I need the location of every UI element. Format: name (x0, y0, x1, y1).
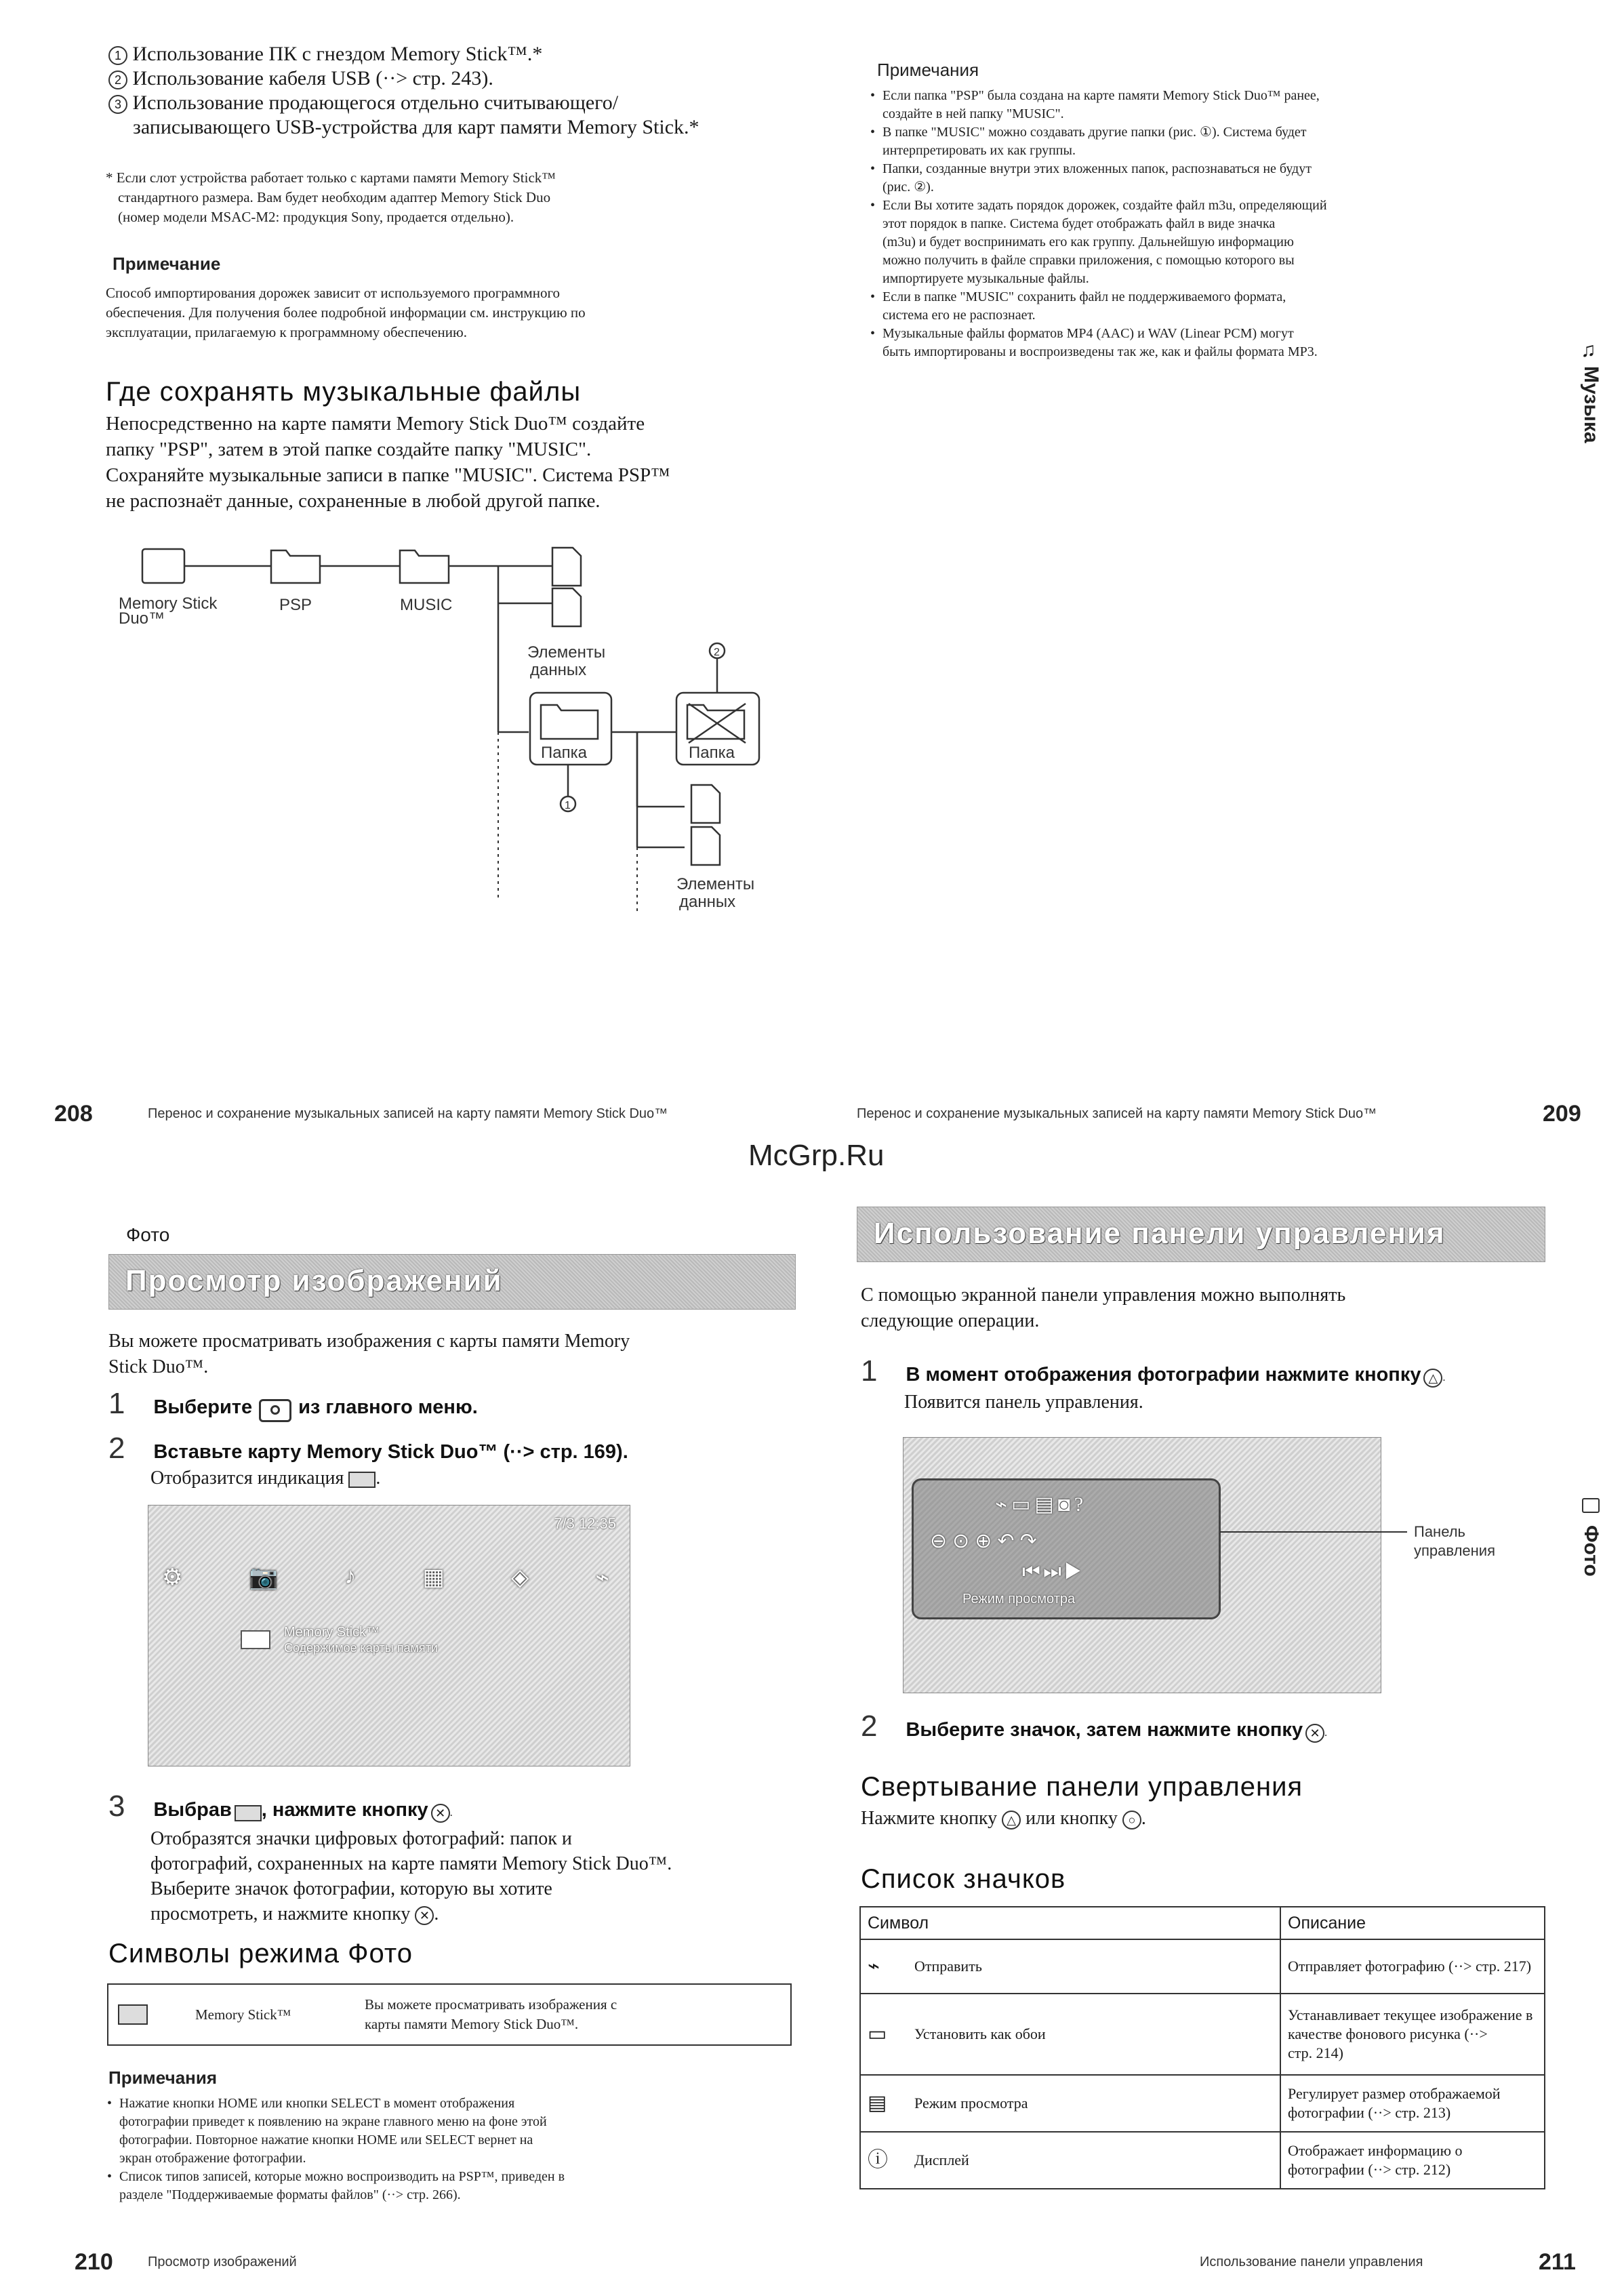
music-icon: ♪ (344, 1564, 357, 1589)
screen-ms-sub: Содержимое карты памяти (284, 1641, 438, 1655)
send-icon: ⌁ (995, 1493, 1012, 1516)
panel-icons-nav (1022, 1560, 1085, 1583)
page-208-note-title: Примечание (113, 254, 221, 274)
label-folder-1: Папка (541, 744, 587, 762)
camera-icon (259, 1399, 291, 1422)
camera-icon: 📷 (249, 1565, 279, 1590)
folder-icon (271, 550, 320, 583)
table-row: ⌁ Отправить Отправляет фотографию (··> стр. 217) (860, 1939, 1545, 1994)
footer-text-209: Перенос и сохранение музыкальных записей на карту памяти Memory Stick Duo™ (857, 1106, 1377, 1121)
page-210-notes-title: Примечания (108, 2067, 218, 2088)
banner-view-images: Просмотр изображений (108, 1254, 796, 1310)
list-item: • Список типов записей, которые можно воспроизводить на PSP™, приведен в разделе "Поддерживаемые форматы файлов" (··> стр. 266). (107, 2168, 798, 2204)
folder-structure-diagram (102, 536, 779, 929)
page-208-note-text: Способ импортирования дорожек зависит от используемого программного обеспечения. Для получения более подробной информации см. инструкцию по эксплуатации, прилагаемую к программному обеспечению. (106, 285, 586, 340)
icon-name: Установить как обои (908, 1994, 1280, 2075)
marker-1: 1 (565, 800, 571, 811)
label-memory-stick-duo: Duo™ (119, 609, 165, 628)
side-label-photo: Фото (1580, 1525, 1602, 1577)
icon-name: Дисплей (908, 2132, 1280, 2189)
label-folder-2: Папка (689, 744, 735, 762)
list-item: • Если в папке "MUSIC" сохранить файл не поддерживаемого формата, система его не распознает. (870, 288, 1548, 325)
display-icon: ◙ (1057, 1493, 1074, 1516)
network-icon: ⌁ (595, 1565, 609, 1590)
list-item: 1 Использование ПК с гнездом Memory Stick™.* (108, 42, 820, 66)
banner-control-panel: Использование панели управления (857, 1207, 1545, 1262)
page-211-intro: С помощью экранной панели управления можно выполнять следующие операции. (861, 1285, 1346, 1331)
list-item: • В папке "MUSIC" можно создавать другие папки (рис. ①). Система будет интерпретировать их как группы. (870, 123, 1548, 160)
memory-stick-icon (241, 1630, 270, 1649)
next-icon: ⏭ (1043, 1560, 1064, 1583)
icons-table (859, 1906, 1545, 2189)
step-2: 2 Вставьте карту Memory Stick Duo™ (··> стр. 169). Отобразится индикация . (108, 1432, 628, 1489)
zoom-out-icon: ⊖ (930, 1530, 953, 1552)
footer-text-210: Просмотр изображений (148, 2255, 297, 2269)
panel-icons-top (995, 1493, 1087, 1516)
wallpaper-icon: ▭ (860, 1994, 908, 2075)
triangle-button-icon: △ (1423, 1369, 1442, 1388)
page-209-notes-title: Примечания (877, 60, 979, 80)
triangle-button-icon: △ (1002, 1811, 1021, 1830)
settings-icon: ⚙ (162, 1565, 183, 1590)
file-icon (552, 588, 581, 626)
label-music: MUSIC (400, 596, 453, 614)
page-209-notes (870, 87, 1548, 361)
previous-icon: ⏮ (1022, 1560, 1043, 1583)
page-208-footnote: * Если слот устройства работает только с картами памяти Memory Stick™ стандартного размера. Вам будет необходим адаптер Memory Stick Duo (номер модели MSAC-M2: продукция Sony, продается отдельно). (106, 169, 556, 225)
footer-page-209: 209 (1543, 1101, 1581, 1127)
icon-name: Режим просмотра (908, 2075, 1280, 2132)
label-memory-stick: Memory Stick (119, 594, 218, 613)
col-description: Описание (1280, 1907, 1545, 1939)
marker-2: 2 (714, 647, 720, 658)
control-panel-overlay (912, 1478, 1221, 1619)
list-item: • Папки, созданные внутри этих вложенных папок, распознаваться не будут (рис. ②). (870, 160, 1548, 197)
footer-text-208: Перенос и сохранение музыкальных записей на карту памяти Memory Stick Duo™ (148, 1106, 668, 1121)
wallpaper-icon: ▭ (1011, 1493, 1035, 1516)
table-row: ▭ Установить как обои Устанавливает текущее изображение в качестве фонового рисунка (··> стр. 214) (860, 1994, 1545, 2075)
file-icon (691, 827, 720, 865)
memory-stick-icon (118, 2004, 148, 2025)
footer-text-211: Использование панели управления (1200, 2255, 1423, 2269)
panel-callout-label: Панель управления (1414, 1523, 1495, 1559)
symbols-heading: Символы режима Фото (108, 1939, 413, 1968)
rotate-right-icon: ↷ (1019, 1530, 1042, 1552)
icons-table-wrap (859, 1906, 1545, 2189)
footer-page-211: 211 (1539, 2249, 1576, 2275)
label-data-elements-lower-2: данных (679, 893, 736, 911)
watermark: McGrp.Ru (748, 1139, 885, 1172)
cross-button-icon: ✕ (1305, 1724, 1324, 1743)
video-icon: ▦ (422, 1565, 445, 1590)
icons-heading: Список значков (861, 1864, 1066, 1894)
step-1-panel: 1 В момент отображения фотографии нажмите кнопку △ . Появится панель управления. (861, 1354, 1446, 1413)
memory-stick-icon (142, 549, 184, 583)
view-mode-icon: ▤ (1034, 1493, 1058, 1516)
file-icon (691, 785, 720, 823)
page-208-heading: Где сохранять музыкальные файлы (106, 377, 582, 407)
label-psp: PSP (279, 596, 312, 614)
label-data-elements: Элементы (527, 643, 606, 662)
memory-stick-icon (235, 1805, 262, 1821)
symbols-table (107, 1983, 792, 2046)
symbol-name: Memory Stick™ (195, 2006, 291, 2023)
list-item: 3 Использование продающегося отдельно считывающего/ (108, 91, 820, 115)
help-icon: ? (1074, 1493, 1088, 1516)
game-icon: ◈ (511, 1565, 529, 1590)
file-icon (552, 548, 581, 586)
side-label-music: Музыка (1580, 366, 1602, 443)
label-data-elements-lower: Элементы (676, 875, 755, 893)
zoom-icon: ⊙ (952, 1530, 975, 1552)
table-row: ⓘ Дисплей Отображает информацию о фотографии (··> стр. 212) (860, 2132, 1545, 2189)
step-2-panel: 2 Выберите значок, затем нажмите кнопку ✕ . (861, 1710, 1328, 1743)
list-item: записывающего USB-устройства для карт памяти Memory Stick.* (133, 116, 699, 138)
list-item: • Если Вы хотите задать порядок дорожек, создайте файл m3u, определяющий этот порядок в папке. Система будет отображать файл в виде значка (m3u) и будет воспринимать его как группу. Дальнейшую информацию можно получить в файле справки приложения, с помощью которого вы импортируете музыкальные файлы. (870, 197, 1548, 288)
icon-name: Отправить (908, 1939, 1280, 1994)
section-label-photo: Фото (126, 1224, 170, 1245)
step-3: 3 Выбрав , нажмите кнопку ✕ . Отобразятся значки цифровых фотографий: папок и фотографий, сохраненных на карте памяти Memory Stick Duo™. Выберите значок фотографии, которую вы хотите просмотреть, и нажмите кнопку ✕ . (108, 1790, 672, 1924)
footer-page-210: 210 (75, 2249, 113, 2275)
zoom-in-icon: ⊕ (975, 1530, 998, 1552)
table-row: ▤ Режим просмотра Регулирует размер отображаемой фотографии (··> стр. 213) (860, 2075, 1545, 2132)
panel-icons-zoom (930, 1529, 1042, 1553)
cross-button-icon: ✕ (431, 1804, 450, 1823)
memory-stick-icon (348, 1472, 375, 1488)
screen-clock: 7/3 12:35 (554, 1515, 616, 1532)
list-item: • Музыкальные файлы форматов MP4 (AAC) и WAV (Linear PCM) могут быть импортированы и воспроизведены так же, как и файлы формата MP3. (870, 325, 1548, 361)
music-note-icon: ♫ (1581, 339, 1596, 361)
circle-button-icon: ○ (1122, 1811, 1141, 1830)
page-210-notes (107, 2095, 798, 2204)
collapse-heading: Свертывание панели управления (861, 1772, 1303, 1802)
footer-page-208: 208 (54, 1101, 93, 1127)
list-item: • Нажатие кнопки HOME или кнопки SELECT в момент отображения фотографии приведет к появлению на экране главного меню на фоне этой фотографии. Повторное нажатие кнопки HOME или SELECT вернет на экран отображение фотографии. (107, 2095, 798, 2168)
label-data-elements-2: данных (530, 661, 587, 679)
col-symbol: Символ (860, 1907, 1280, 1939)
rotate-left-icon: ↶ (997, 1530, 1020, 1552)
control-panel-screenshot (903, 1437, 1381, 1693)
list-item: 2 Использование кабеля USB (··> стр. 243). (108, 66, 820, 91)
cross-button-icon: ✕ (415, 1906, 434, 1925)
step-1: 1 Выберите из главного меню. (108, 1387, 800, 1422)
page-208-list (108, 42, 820, 140)
xmb-icons-row (162, 1564, 609, 1598)
view-mode-icon: ▤ (860, 2075, 908, 2132)
folder-icon (400, 550, 449, 583)
send-icon: ⌁ (860, 1939, 908, 1994)
play-icon: ▶ (1064, 1560, 1085, 1583)
display-icon: ⓘ (860, 2132, 908, 2189)
panel-callout-line (1220, 1525, 1410, 1539)
page-208-paragraph: Непосредственно на карте памяти Memory Stick Duo™ создайте папку "PSP", затем в этой папке создайте папку "MUSIC". Сохраняйте музыкальные записи в папке "MUSIC". Система PSP™ не распознаёт данные, сохраненные в любой другой папке. (106, 413, 670, 512)
psp-xmb-screenshot (148, 1505, 630, 1766)
screen-ms-title: Memory Stick™ (284, 1625, 380, 1640)
folder-icon (541, 705, 598, 739)
page-210-intro: Вы можете просматривать изображения с карты памяти Memory Stick Duo™. (108, 1331, 630, 1377)
camera-icon (1582, 1498, 1600, 1513)
list-item: • Если папка "PSP" была создана на карте памяти Memory Stick Duo™ ранее, создайте в ней папку "MUSIC". (870, 87, 1548, 123)
symbol-desc: Вы можете просматривать изображения с карты памяти Memory Stick Duo™. (365, 1996, 617, 2032)
panel-mode-label: Режим просмотра (962, 1592, 1076, 1607)
collapse-text: Нажмите кнопку △ или кнопку ○ . (861, 1808, 1146, 1829)
